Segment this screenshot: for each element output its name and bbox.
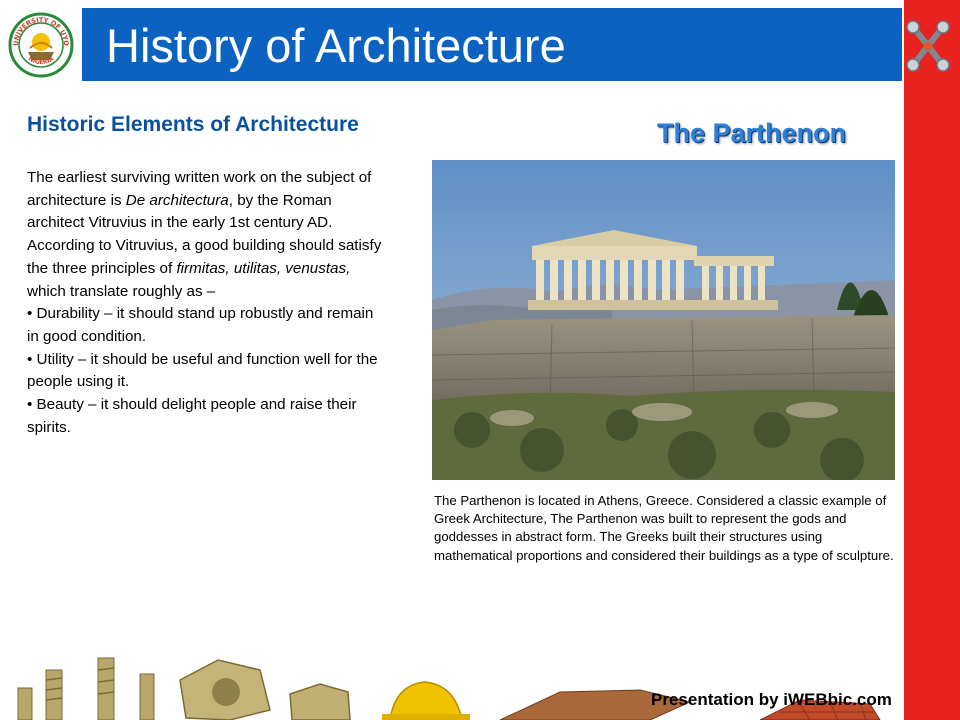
bullet-utility: • Utility – it should be useful and function well for the people using it.: [27, 350, 378, 391]
section-heading: Historic Elements of Architecture: [27, 113, 359, 136]
slide-title: History of Architecture: [106, 19, 566, 72]
parthenon-photo: [432, 160, 895, 480]
presentation-credit: Presentation by iWEBbic.com: [651, 690, 892, 709]
bolts-cross-icon: [904, 16, 952, 76]
logo-text-bottom: NIGERIA: [26, 55, 56, 67]
photo-caption: The Parthenon is located in Athens, Greece. Considered a classic example of Greek Architecture, The Parthenon was built to represent the gods and goddesses in abstract form. The Greeks built their structures using mathematical proportions and considered their buildings as a type of sculpture.: [434, 493, 894, 563]
university-seal-icon: [8, 12, 74, 78]
bullet-durability: • Durability – it should stand up robustly and remain in good condition.: [27, 305, 374, 345]
intro-paragraph: The earliest surviving written work on the subject of architecture is De architectura, by the Roman architect Vitruvius in the early 1st century AD. According to Vitruvius, a good building should satisfy the three principles of firmitas, utilitas, venustas, which translate roughly as –: [27, 169, 382, 300]
right-red-stripe: [904, 0, 960, 720]
logo-text: UNIVERSITY OF UYO: [11, 15, 71, 47]
bullet-beauty: • Beauty – it should delight people and raise their spirits.: [27, 396, 357, 436]
body-text: [27, 167, 389, 439]
feature-title: The Parthenon: [657, 118, 847, 148]
